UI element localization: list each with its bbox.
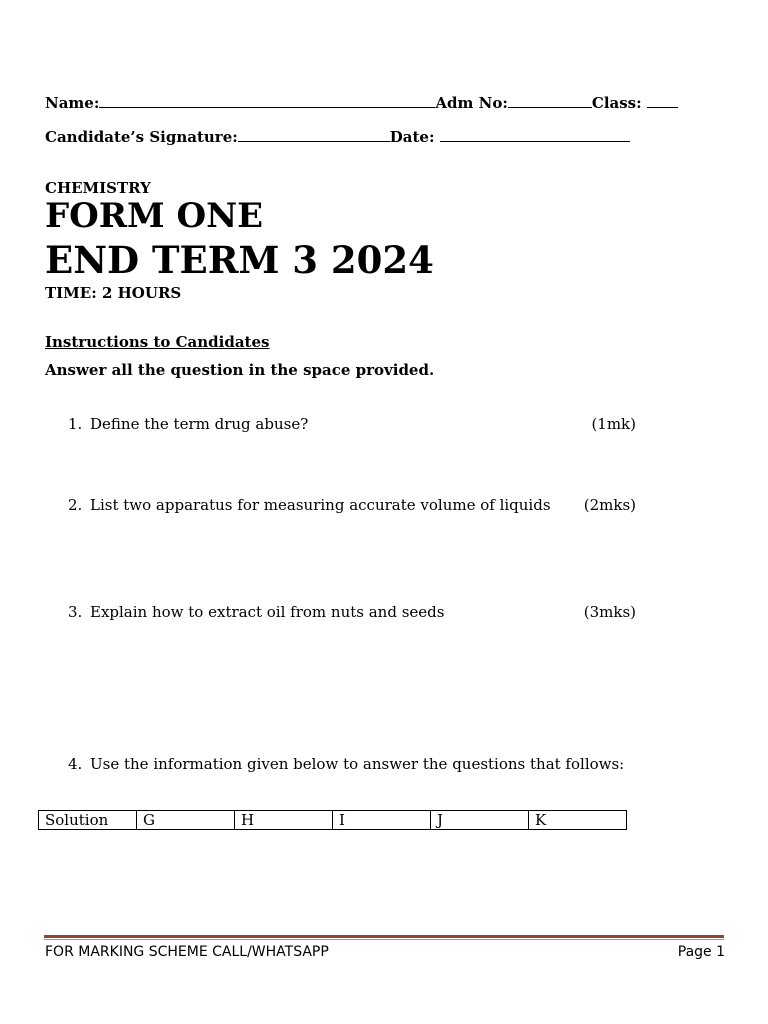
table-cell-h: H: [235, 811, 333, 830]
signature-field[interactable]: [238, 129, 390, 142]
question-number: 2.: [68, 496, 83, 514]
footer-left-text: FOR MARKING SCHEME CALL/WHATSAPP: [45, 944, 329, 960]
question-3: [68, 603, 444, 621]
question-number: 4.: [68, 755, 83, 773]
header-line-1: [45, 94, 678, 112]
table-cell-solution: Solution: [39, 811, 137, 830]
question-1-marks: (1mk): [591, 415, 636, 433]
table-cell-j: J: [431, 811, 529, 830]
footer-rule-thick: [44, 935, 724, 938]
subject-title: CHEMISTRY: [45, 179, 151, 197]
question-text: Use the information given below to answer the questions that follows:: [90, 755, 625, 773]
table-cell-k: K: [529, 811, 627, 830]
question-2-marks: (2mks): [583, 496, 636, 514]
page-number: Page 1: [677, 944, 725, 960]
table-cell-i: I: [333, 811, 431, 830]
table-row: [39, 811, 627, 830]
question-3-marks: (3mks): [583, 603, 636, 621]
question-2: [68, 496, 551, 514]
adm-label: Adm No:: [435, 94, 508, 112]
name-field[interactable]: [99, 95, 435, 108]
date-label: Date:: [389, 128, 435, 146]
instructions-title: Instructions to Candidates: [45, 333, 270, 351]
question-text: List two apparatus for measuring accurate volume of liquids: [90, 496, 551, 514]
solution-table: [38, 810, 627, 830]
adm-field[interactable]: [508, 95, 592, 108]
signature-label: Candidate’s Signature:: [45, 128, 238, 146]
class-field[interactable]: [647, 95, 678, 108]
date-field[interactable]: [440, 129, 630, 142]
question-number: 1.: [68, 415, 83, 433]
term-title: END TERM 3 2024: [45, 238, 434, 282]
table-cell-g: G: [137, 811, 235, 830]
question-number: 3.: [68, 603, 83, 621]
exam-time: TIME: 2 HOURS: [45, 284, 182, 302]
question-text: Define the term drug abuse?: [90, 415, 309, 433]
form-title: FORM ONE: [45, 196, 264, 236]
footer-rule-thin: [44, 939, 724, 940]
name-label: Name:: [45, 94, 100, 112]
question-4: [68, 755, 624, 773]
question-1: [68, 415, 308, 433]
question-text: Explain how to extract oil from nuts and seeds: [90, 603, 445, 621]
header-line-2: [45, 128, 630, 146]
class-label: Class:: [591, 94, 642, 112]
instructions-text: Answer all the question in the space provided.: [45, 361, 435, 379]
